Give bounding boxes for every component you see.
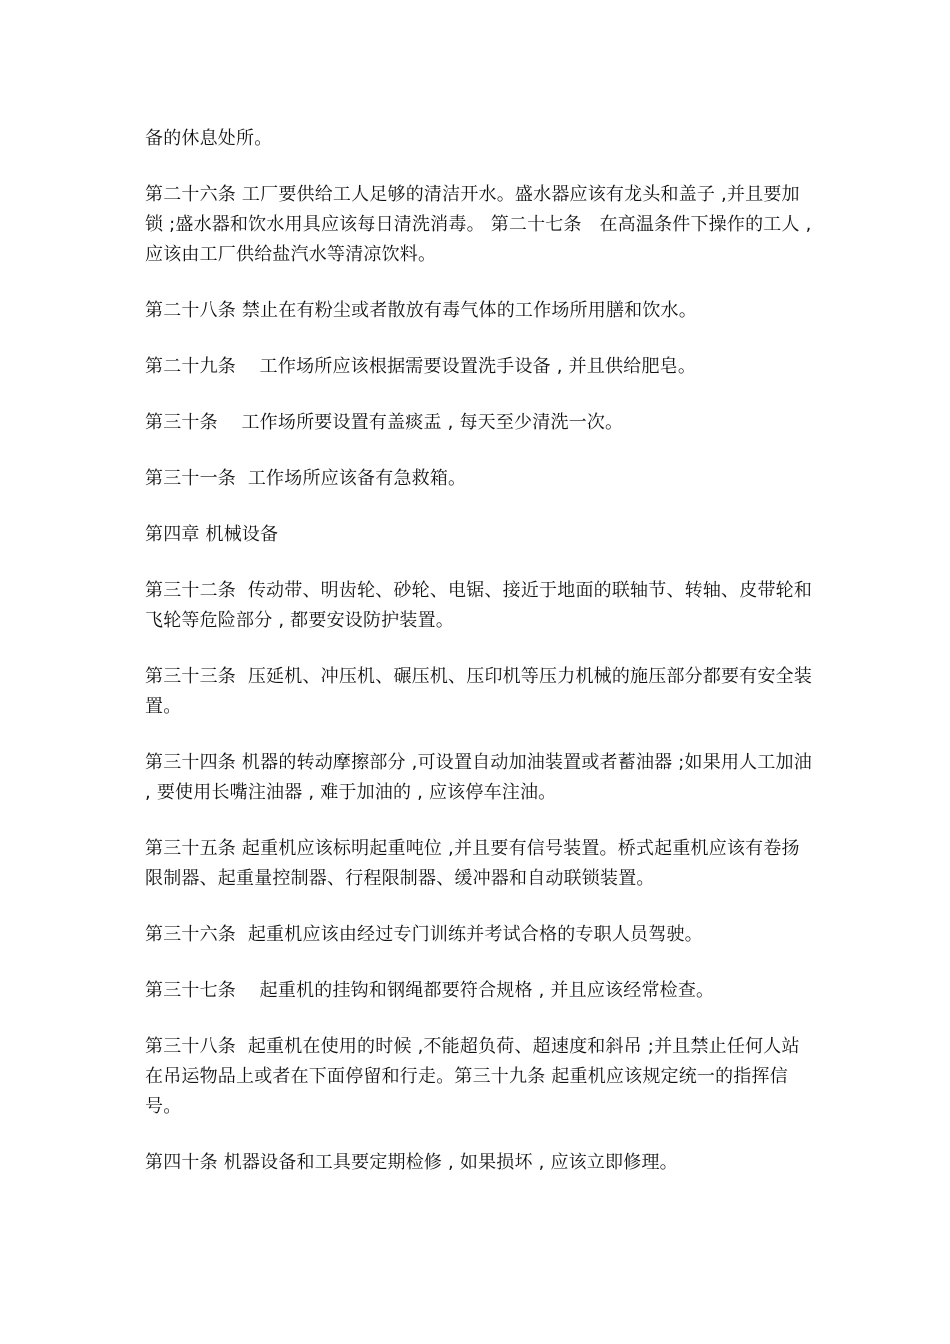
paragraph-article-30: 第三十条 工作场所要设置有盖痰盂 , 每天至少清洗一次。 bbox=[145, 412, 624, 433]
paragraph-article-32: 第三十二条 传动带、明齿轮、砂轮、电锯、接近于地面的联轴节、转轴、皮带轮和飞轮等危险部分 , 都要安设防护装置。 bbox=[145, 580, 813, 631]
paragraph-article-37: 第三十七条 起重机的挂钩和钢绳都要符合规格 , 并且应该经常检查。 bbox=[145, 980, 715, 1001]
paragraph-article-26-27: 第二十六条 工厂要供给工人足够的清洁开水。盛水器应该有龙头和盖子 ,并且要加锁 ;盛水器和饮水用具应该每日清洗消毒。 第二十七条 在高温条件下操作的工人 , 应该由工厂供给盐汽水等清凉饮料。 bbox=[145, 184, 818, 265]
paragraph-rest-area: 备的休息处所。 bbox=[145, 128, 273, 149]
paragraph-article-34: 第三十四条 机器的转动摩擦部分 ,可设置自动加油装置或者蓄油器 ;如果用人工加油 , 要使用长嘴注油器 , 难于加油的 , 应该停车注油。 bbox=[145, 752, 818, 803]
paragraph-article-40: 第四十条 机器设备和工具要定期检修 , 如果损坏 , 应该立即修理。 bbox=[145, 1152, 678, 1173]
paragraph-article-31: 第三十一条 工作场所应该备有急救箱。 bbox=[145, 468, 467, 489]
paragraph-article-35: 第三十五条 起重机应该标明起重吨位 ,并且要有信号装置。桥式起重机应该有卷扬限制器、起重量控制器、行程限制器、缓冲器和自动联锁装置。 bbox=[145, 838, 800, 889]
paragraph-article-29: 第二十九条 工作场所应该根据需要设置洗手设备 , 并且供给肥皂。 bbox=[145, 356, 697, 377]
chapter-heading-4: 第四章 机械设备 bbox=[145, 524, 279, 545]
paragraph-article-28: 第二十八条 禁止在有粉尘或者散放有毒气体的工作场所用膳和饮水。 bbox=[145, 300, 697, 321]
paragraph-article-36: 第三十六条 起重机应该由经过专门训练并考试合格的专职人员驾驶。 bbox=[145, 924, 703, 945]
paragraph-article-38-39: 第三十八条 起重机在使用的时候 ,不能超负荷、超速度和斜吊 ;并且禁止任何人站在吊运物品上或者在下面停留和行走。第三十九条 起重机应该规定统一的指挥信号。 bbox=[145, 1036, 800, 1117]
paragraph-article-33: 第三十三条 压延机、冲压机、碾压机、压印机等压力机械的施压部分都要有安全装置。 bbox=[145, 666, 813, 717]
document-body bbox=[145, 124, 818, 1204]
